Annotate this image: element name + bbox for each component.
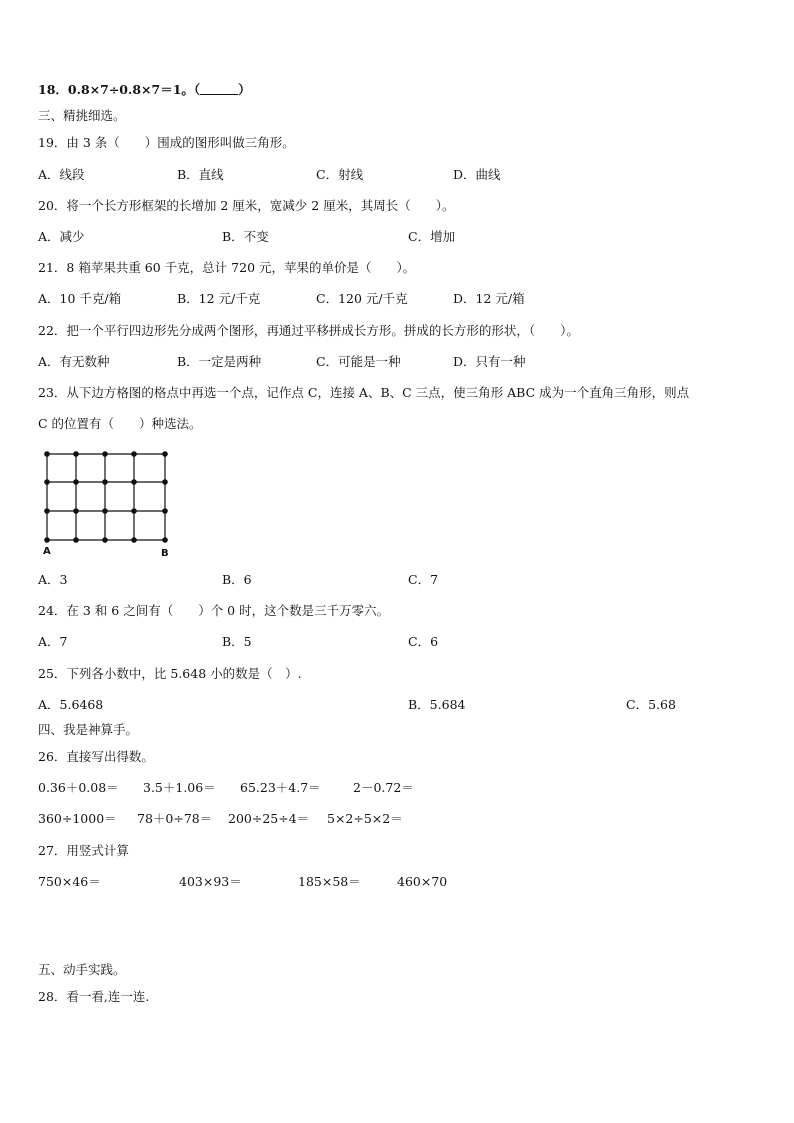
question-19-option-d[interactable]: D．曲线 bbox=[453, 167, 501, 182]
question-20-option-b[interactable]: B．不变 bbox=[222, 229, 269, 244]
question-21-option-d[interactable]: D．12 元/箱 bbox=[453, 291, 525, 306]
section-4-heading: 四、我是神算手。 bbox=[38, 722, 139, 737]
grid-figure bbox=[38, 446, 178, 558]
question-21-text: 21．8 箱苹果共重 60 千克，总计 720 元，苹果的单价是（ ）。 bbox=[38, 260, 416, 275]
question-26-text: 26．直接写出得数。 bbox=[38, 749, 154, 764]
question-22-option-c[interactable]: C．可能是一种 bbox=[316, 354, 401, 369]
question-23-option-a[interactable]: A．3 bbox=[38, 572, 68, 587]
question-21-option-c[interactable]: C．120 元/千克 bbox=[316, 291, 408, 306]
question-25-option-c[interactable]: C．5.68 bbox=[626, 697, 676, 712]
q27-item-1: 750×46＝ bbox=[38, 874, 101, 889]
question-19-option-c[interactable]: C．射线 bbox=[316, 167, 364, 182]
question-24-text: 24．在 3 和 6 之间有（ ）个 0 时，这个数是三千万零六。 bbox=[38, 603, 390, 618]
question-23-line-2: C 的位置有（ ）种选法。 bbox=[38, 416, 202, 431]
question-18-tail: ） bbox=[238, 82, 251, 97]
q27-item-2: 403×93＝ bbox=[179, 874, 242, 889]
question-19-option-b[interactable]: B．直线 bbox=[177, 167, 224, 182]
q26-row2-item-2: 78＋0÷78＝ bbox=[137, 811, 213, 826]
question-28-text: 28．看一看,连一连. bbox=[38, 989, 150, 1004]
point-a-label: A bbox=[43, 546, 51, 557]
question-19-option-a[interactable]: A．线段 bbox=[38, 167, 85, 182]
q27-item-4: 460×70 bbox=[397, 874, 448, 889]
q26-row1-item-4: 2－0.72＝ bbox=[353, 780, 414, 795]
question-21-option-a[interactable]: A．10 千克/箱 bbox=[38, 291, 122, 306]
question-25-option-b[interactable]: B．5.684 bbox=[408, 697, 466, 712]
question-22-option-b[interactable]: B．一定是两种 bbox=[177, 354, 262, 369]
question-21-option-b[interactable]: B．12 元/千克 bbox=[177, 291, 261, 306]
question-20-option-a[interactable]: A．减少 bbox=[38, 229, 85, 244]
question-25-option-a[interactable]: A．5.6468 bbox=[38, 697, 104, 712]
section-5-heading: 五、动手实践。 bbox=[38, 962, 126, 977]
point-b-label: B bbox=[161, 548, 169, 558]
question-25-text: 25．下列各小数中，比 5.648 小的数是（ ）. bbox=[38, 666, 302, 681]
question-24-option-b[interactable]: B．5 bbox=[222, 634, 252, 649]
q26-row2-item-3: 200÷25÷4＝ bbox=[228, 811, 310, 826]
question-22-option-d[interactable]: D．只有一种 bbox=[453, 354, 526, 369]
question-27-text: 27．用竖式计算 bbox=[38, 843, 129, 858]
question-22-option-a[interactable]: A．有无数种 bbox=[38, 354, 110, 369]
q26-row2-item-1: 360÷1000＝ bbox=[38, 811, 117, 826]
question-18-text: 18．0.8×7÷0.8×7＝1。（ bbox=[38, 82, 201, 97]
grid-points bbox=[44, 451, 168, 543]
answer-blank[interactable] bbox=[200, 82, 238, 95]
question-22-text: 22．把一个平行四边形先分成两个图形，再通过平移拼成长方形。拼成的长方形的形状，（ ）。 bbox=[38, 323, 579, 338]
question-23-option-b[interactable]: B．6 bbox=[222, 572, 252, 587]
question-20-option-c[interactable]: C．增加 bbox=[408, 229, 456, 244]
q26-row1-item-2: 3.5＋1.06＝ bbox=[143, 780, 216, 795]
question-18 bbox=[38, 82, 251, 98]
q26-row1-item-1: 0.36＋0.08＝ bbox=[38, 780, 119, 795]
q26-row2-item-4: 5×2÷5×2＝ bbox=[327, 811, 403, 826]
question-23-option-c[interactable]: C．7 bbox=[408, 572, 439, 587]
question-24-option-c[interactable]: C．6 bbox=[408, 634, 439, 649]
q27-item-3: 185×58＝ bbox=[298, 874, 361, 889]
q26-row1-item-3: 65.23＋4.7＝ bbox=[240, 780, 321, 795]
section-3-heading: 三、精挑细选。 bbox=[38, 108, 126, 123]
question-23-line-1: 23．从下边方格图的格点中再选一个点，记作点 C，连接 A、B、C 三点，使三角形 ABC 成为一个直角三角形，则点 bbox=[38, 385, 690, 400]
question-24-option-a[interactable]: A．7 bbox=[38, 634, 68, 649]
question-19-text: 19．由 3 条（ ）围成的图形叫做三角形。 bbox=[38, 135, 295, 150]
question-20-text: 20．将一个长方形框架的长增加 2 厘米，宽减少 2 厘米，其周长（ ）。 bbox=[38, 198, 455, 213]
grid-lines bbox=[47, 454, 165, 540]
